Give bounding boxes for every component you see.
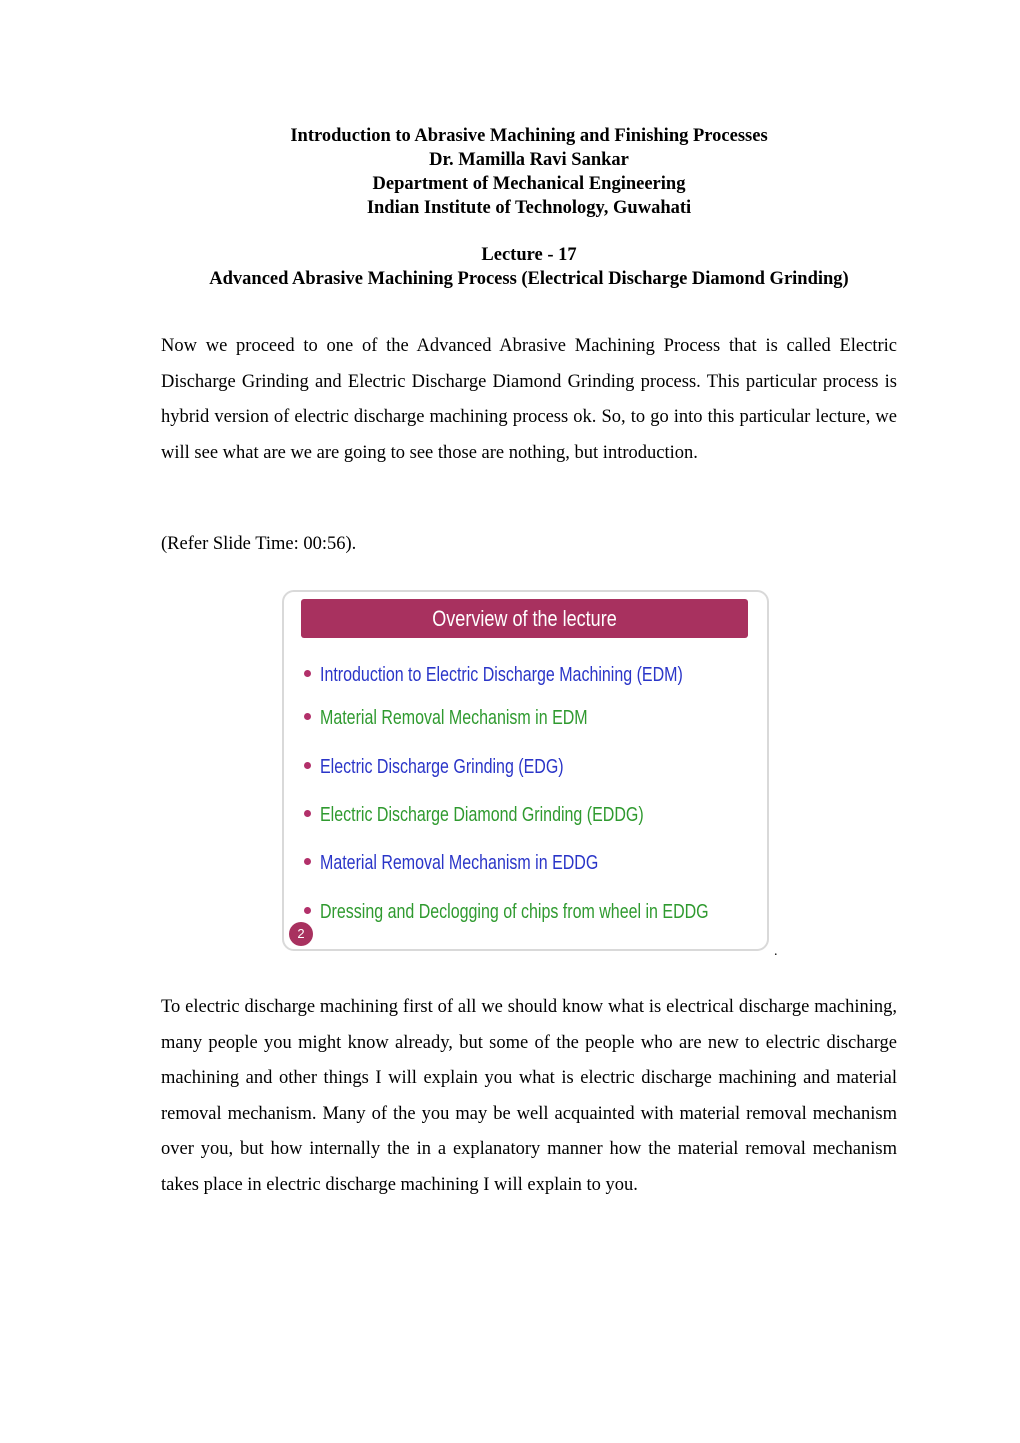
slide-title-bar [301,599,748,638]
slide-page-number: 2 [289,922,313,946]
edm-paragraph: To electric discharge machining first of all we should know what is electrical discharge machining, many people you might know already, but some of the people who are new to electric discharge machining and other things I will explain you what is electric discharge machining and material removal mechanism. Many of the you may be well acquainted with material removal mechanism over you, but how internally the in a explanatory manner how the material removal mechanism takes place in electric discharge machining I will explain to you. [161,997,897,1195]
slide-bullet: Material Removal Mechanism in EDDG [304,850,668,876]
bullet-dot-icon [304,713,311,720]
intro-paragraph: Now we proceed to one of the Advanced Abrasive Machining Process that is called Electric Discharge Grinding and Electric Discharge Diamond Grinding process. This particular process is hybrid version of electric discharge machining process ok. So, to go into this particular lecture, we will see what are we are going to see those are nothing, but introduction. [161,336,897,463]
lecture-number: Lecture - 17 [481,245,577,265]
slide-bullet: Electric Discharge Diamond Grinding (EDDG) [304,802,725,828]
institute-name: Indian Institute of Technology, Guwahati [366,198,692,218]
lecture-heading [0,243,1020,291]
document-header [0,124,1020,220]
course-title: Introduction to Abrasive Machining and Finishing Processes [290,126,768,146]
instructor-name: Dr. Mamilla Ravi Sankar [429,150,629,170]
trailing-period: . [774,944,778,959]
bullet-dot-icon [304,670,311,677]
slide-bullet: Introduction to Electric Discharge Machining (EDM) [304,662,774,688]
bullet-dot-icon [304,858,311,865]
department-name: Department of Mechanical Engineering [372,174,686,194]
bullet-dot-icon [304,810,311,817]
bullet-dot-icon [304,907,311,914]
slide-bullet: Dressing and Declogging of chips from wheel in EDDG [304,899,806,925]
slide-bullet: Material Removal Mechanism in EDM [304,705,655,731]
slide-title: Overview of the lecture [432,606,617,631]
slide-bullet: Electric Discharge Grinding (EDG) [304,754,625,780]
bullet-dot-icon [304,762,311,769]
lecture-slide-image [282,590,769,951]
lecture-title: Advanced Abrasive Machining Process (Electrical Discharge Diamond Grinding) [209,269,849,289]
refer-slide-time: (Refer Slide Time: 00:56). [161,534,357,554]
